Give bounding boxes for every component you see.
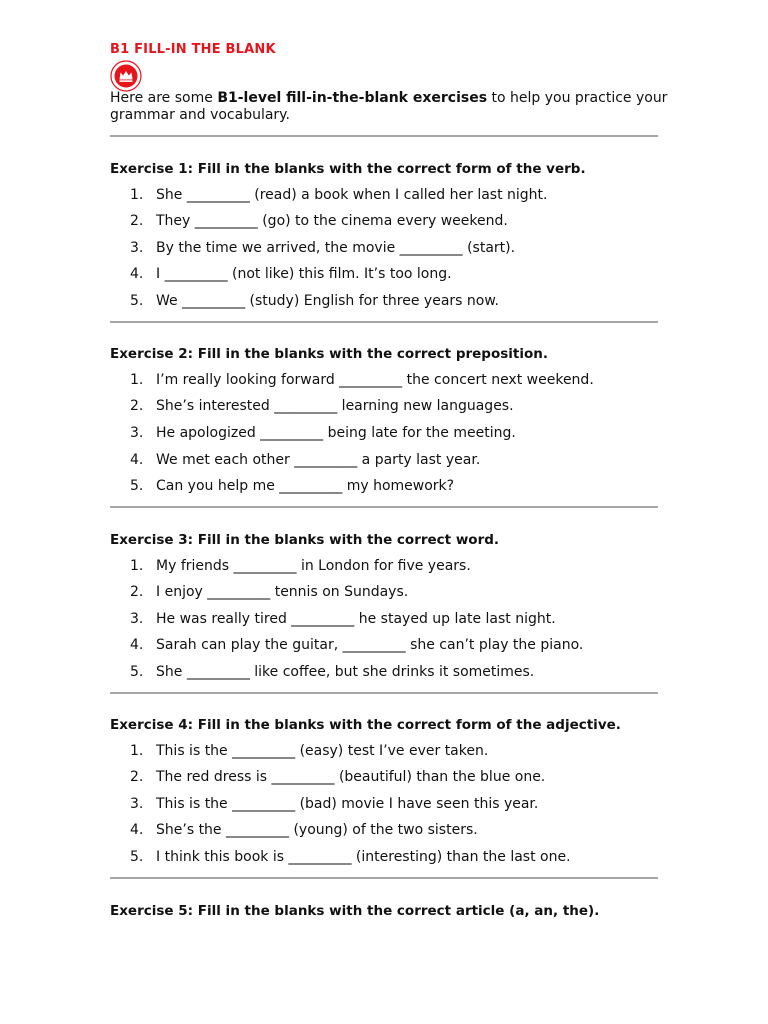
exercise-2-heading: Exercise 2: Fill in the blanks with the correct preposition.: [110, 346, 549, 362]
list-item: 4. We met each other _________ a party last year.: [130, 452, 481, 468]
list-item: 2. They _________ (go) to the cinema every weekend.: [130, 213, 508, 229]
intro-bold: B1-level fill-in-the-blank exercises: [217, 90, 488, 106]
list-item: 4. I _________ (not like) this film. It’s too long.: [130, 266, 452, 282]
divider: [110, 506, 658, 508]
list-item: 1. My friends _________ in London for five years.: [130, 558, 471, 574]
list-item: 1. She _________ (read) a book when I called her last night.: [130, 187, 548, 203]
list-item: 5. Can you help me _________ my homework?: [130, 478, 455, 494]
document-title: B1 FILL-IN THE BLANK: [110, 42, 276, 57]
divider: [110, 692, 658, 694]
exercise-3-heading: Exercise 3: Fill in the blanks with the correct word.: [110, 532, 500, 548]
list-item: 5. She _________ like coffee, but she drinks it sometimes.: [130, 664, 535, 680]
crown-logo-icon: [110, 60, 142, 92]
list-item: 3. This is the _________ (bad) movie I have seen this year.: [130, 796, 539, 812]
exercise-4-heading: Exercise 4: Fill in the blanks with the correct form of the adjective.: [110, 717, 621, 733]
list-item: 1. I’m really looking forward _________ the concert next weekend.: [130, 372, 594, 388]
divider: [110, 135, 658, 137]
list-item: 3. By the time we arrived, the movie _________ (start).: [130, 240, 516, 256]
divider: [110, 321, 658, 323]
list-item: 2. The red dress is _________ (beautiful) than the blue one.: [130, 769, 546, 785]
intro-paragraph: [110, 90, 670, 124]
list-item: 2. She’s interested _________ learning new languages.: [130, 398, 514, 414]
intro-suffix: to help you practice your grammar and vocabulary.: [110, 90, 668, 123]
divider: [110, 877, 658, 879]
list-item: 5. We _________ (study) English for three years now.: [130, 293, 499, 309]
exercise-5-heading: Exercise 5: Fill in the blanks with the correct article (a, an, the).: [110, 903, 600, 919]
exercise-1-heading: Exercise 1: Fill in the blanks with the correct form of the verb.: [110, 161, 586, 177]
list-item: 3. He was really tired _________ he stayed up late last night.: [130, 611, 556, 627]
list-item: 4. She’s the _________ (young) of the two sisters.: [130, 822, 478, 838]
list-item: 5. I think this book is _________ (interesting) than the last one.: [130, 849, 571, 865]
intro-prefix: Here are some: [110, 90, 218, 106]
list-item: 2. I enjoy _________ tennis on Sundays.: [130, 584, 409, 600]
list-item: 1. This is the _________ (easy) test I’ve ever taken.: [130, 743, 489, 759]
list-item: 3. He apologized _________ being late for the meeting.: [130, 425, 516, 441]
list-item: 4. Sarah can play the guitar, _________ she can’t play the piano.: [130, 637, 584, 653]
